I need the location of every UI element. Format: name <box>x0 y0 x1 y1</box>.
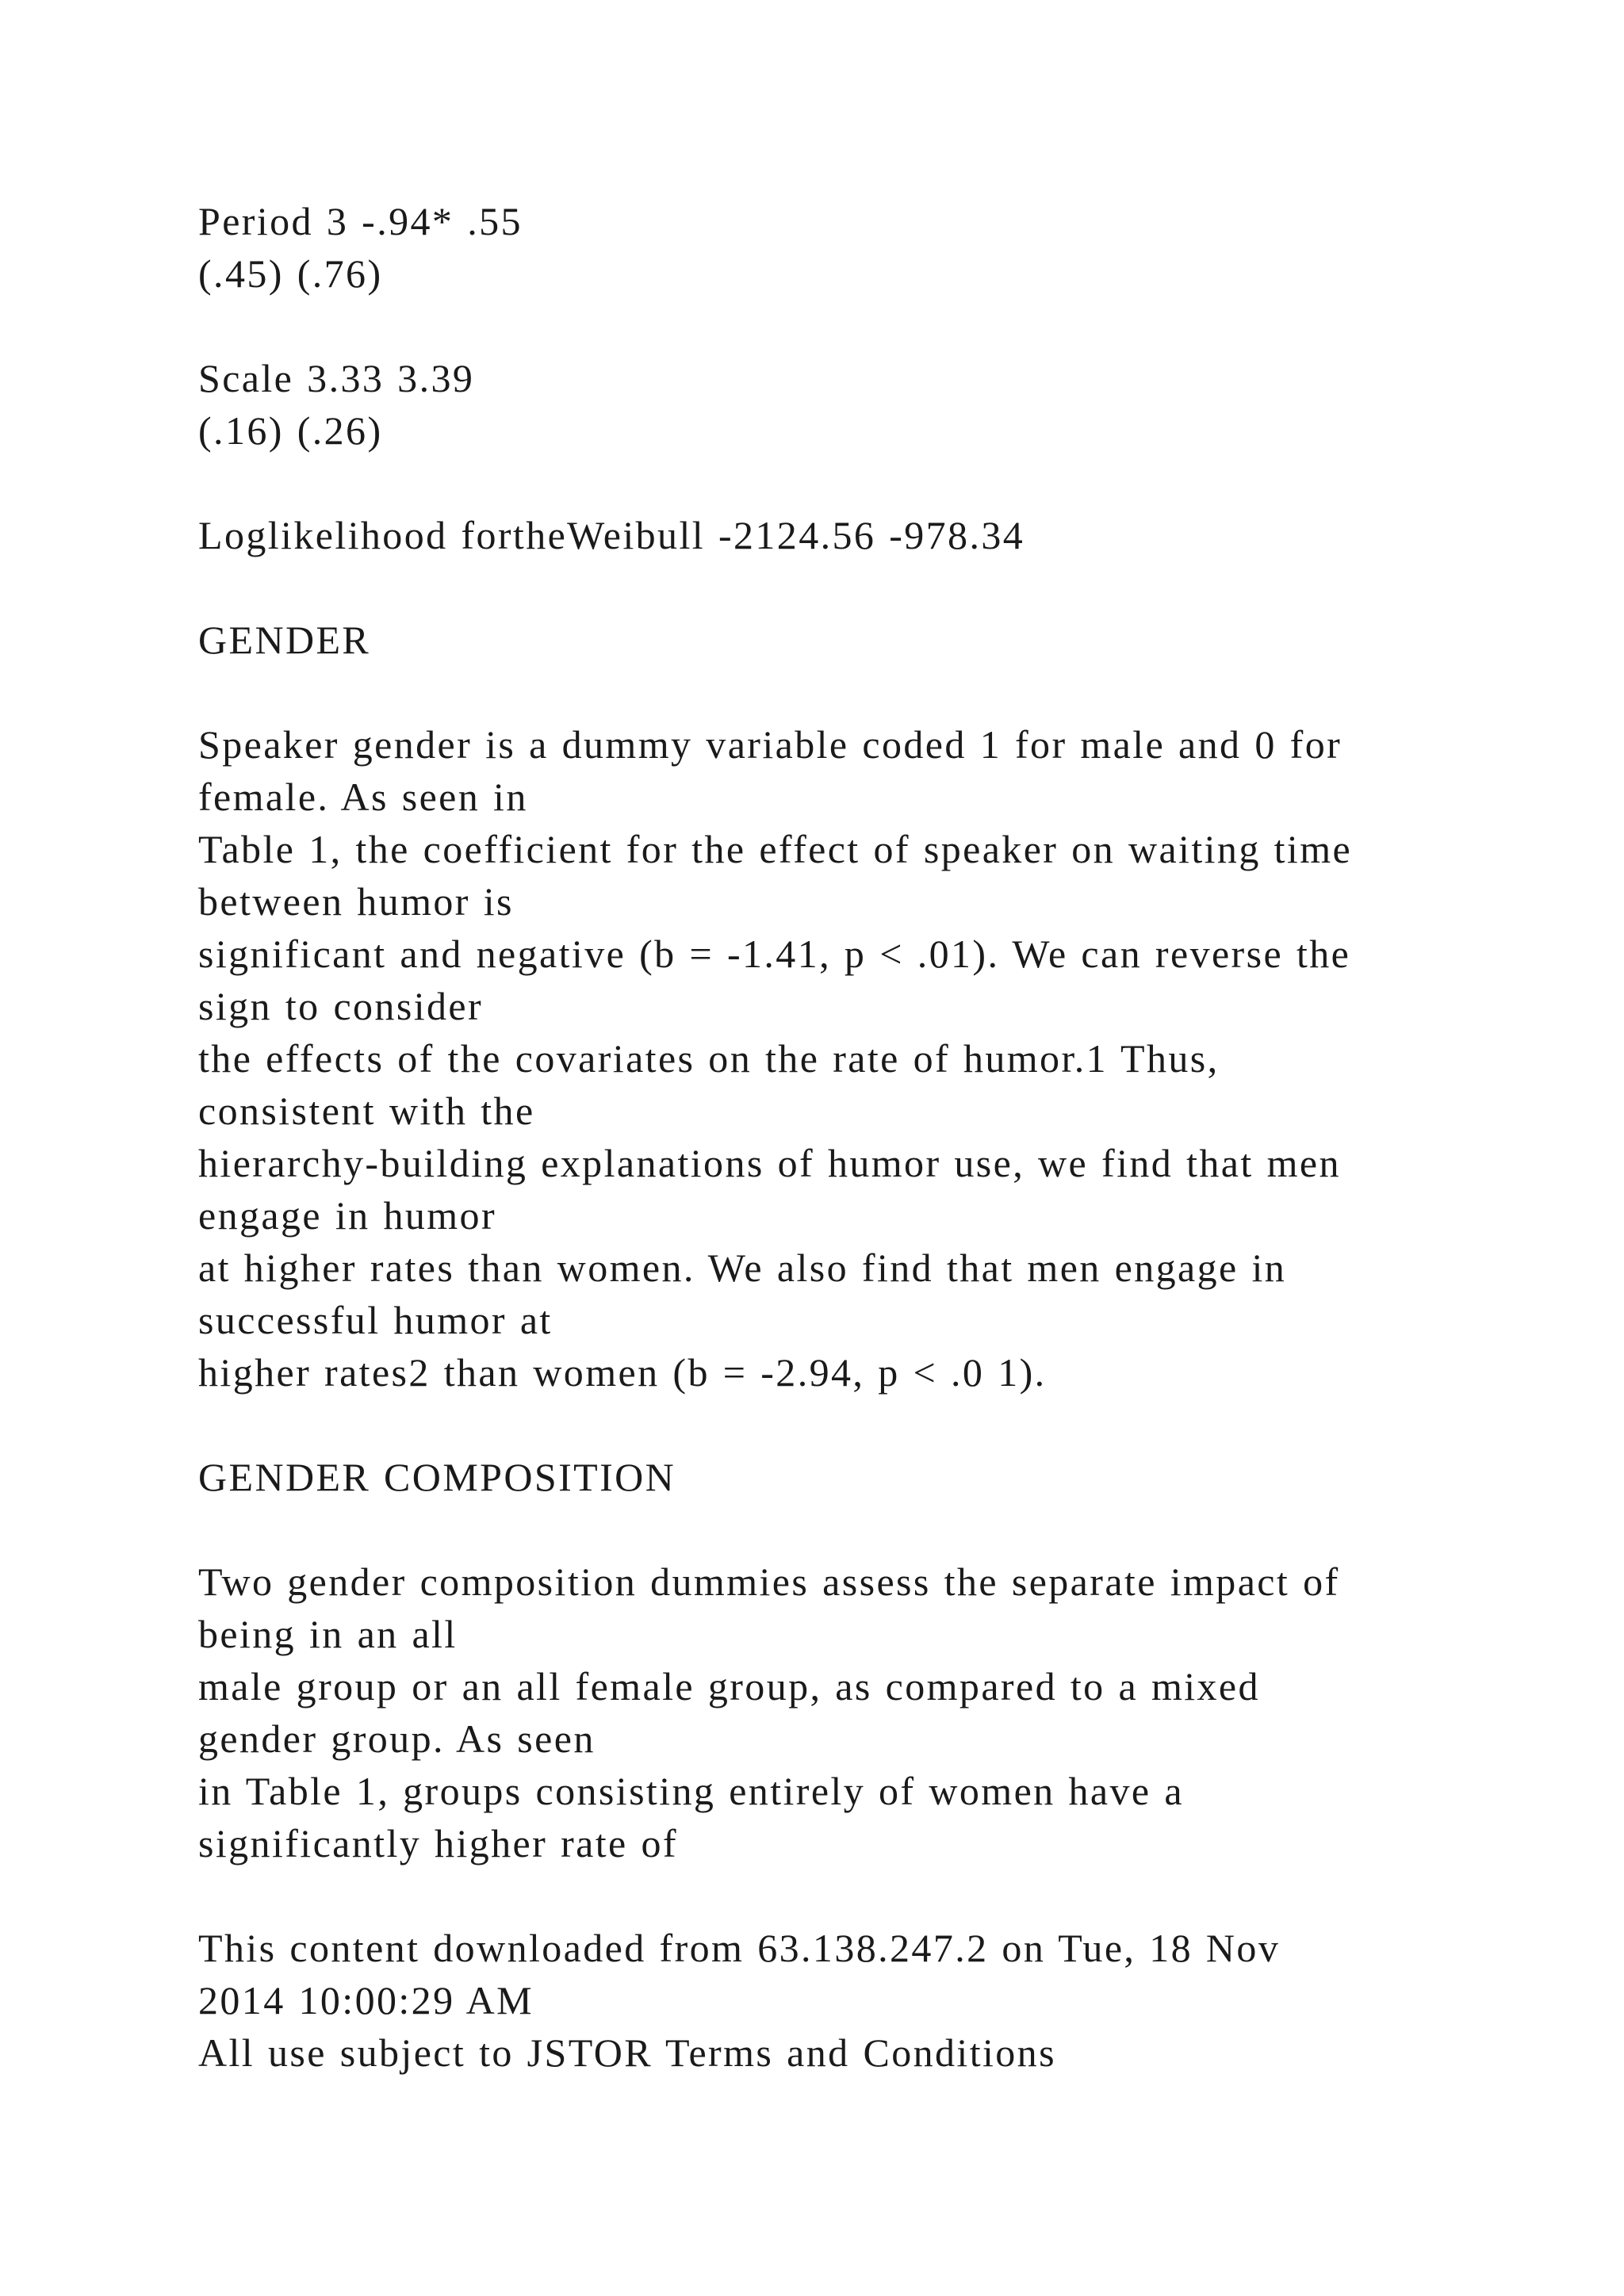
text-line: the effects of the covariates on the rate of humor.1 Thus, <box>198 1036 1220 1081</box>
text-line: between humor is <box>198 879 514 924</box>
text-line: being in an all <box>198 1612 458 1656</box>
text-line: in Table 1, groups consisting entirely of women have a <box>198 1769 1184 1813</box>
text-line: (.16) (.26) <box>198 408 383 453</box>
text-line: sign to consider <box>198 984 484 1028</box>
document-page <box>198 195 1483 2131</box>
text-line: significantly higher rate of <box>198 1821 678 1866</box>
table-row-period-3 <box>198 195 1483 300</box>
text-line: gender group. As seen <box>198 1716 596 1761</box>
text-line: hierarchy-building explanations of humor use, we find that men <box>198 1141 1341 1185</box>
text-line: significant and negative (b = -1.41, p < .01). We can reverse the <box>198 932 1351 976</box>
text-line: Loglikelihood fortheWeibull -2124.56 -978.34 <box>198 513 1025 557</box>
table-row-loglikelihood <box>198 509 1483 561</box>
section-heading-gender-composition <box>198 1451 1483 1503</box>
text-line: All use subject to JSTOR Terms and Conditions <box>198 2030 1056 2075</box>
text-line: at higher rates than women. We also find that men engage in <box>198 1246 1287 1290</box>
text-line: This content downloaded from 63.138.247.2 on Tue, 18 Nov <box>198 1926 1281 1970</box>
paragraph-gender-composition <box>198 1556 1483 1869</box>
text-line: successful humor at <box>198 1298 553 1342</box>
text-line: Period 3 -.94* .55 <box>198 199 523 243</box>
download-notice <box>198 1922 1483 2079</box>
text-line: higher rates2 than women (b = -2.94, p < .0 1). <box>198 1350 1047 1395</box>
text-line: Table 1, the coefficient for the effect of speaker on waiting time <box>198 827 1353 871</box>
text-line: 2014 10:00:29 AM <box>198 1978 534 2022</box>
table-row-scale <box>198 352 1483 457</box>
text-line: consistent with the <box>198 1089 535 1133</box>
text-line: Speaker gender is a dummy variable coded 1 for male and 0 for <box>198 722 1342 767</box>
section-heading-gender <box>198 614 1483 666</box>
text-line: (.45) (.76) <box>198 251 383 296</box>
text-line: female. As seen in <box>198 775 528 819</box>
heading-text: GENDER COMPOSITION <box>198 1455 676 1499</box>
text-line: engage in humor <box>198 1193 497 1238</box>
text-line: Two gender composition dummies assess the separate impact of <box>198 1559 1340 1604</box>
heading-text: GENDER <box>198 618 371 662</box>
text-line: Scale 3.33 3.39 <box>198 356 475 400</box>
paragraph-gender <box>198 718 1483 1399</box>
text-line: male group or an all female group, as compared to a mixed <box>198 1664 1260 1709</box>
